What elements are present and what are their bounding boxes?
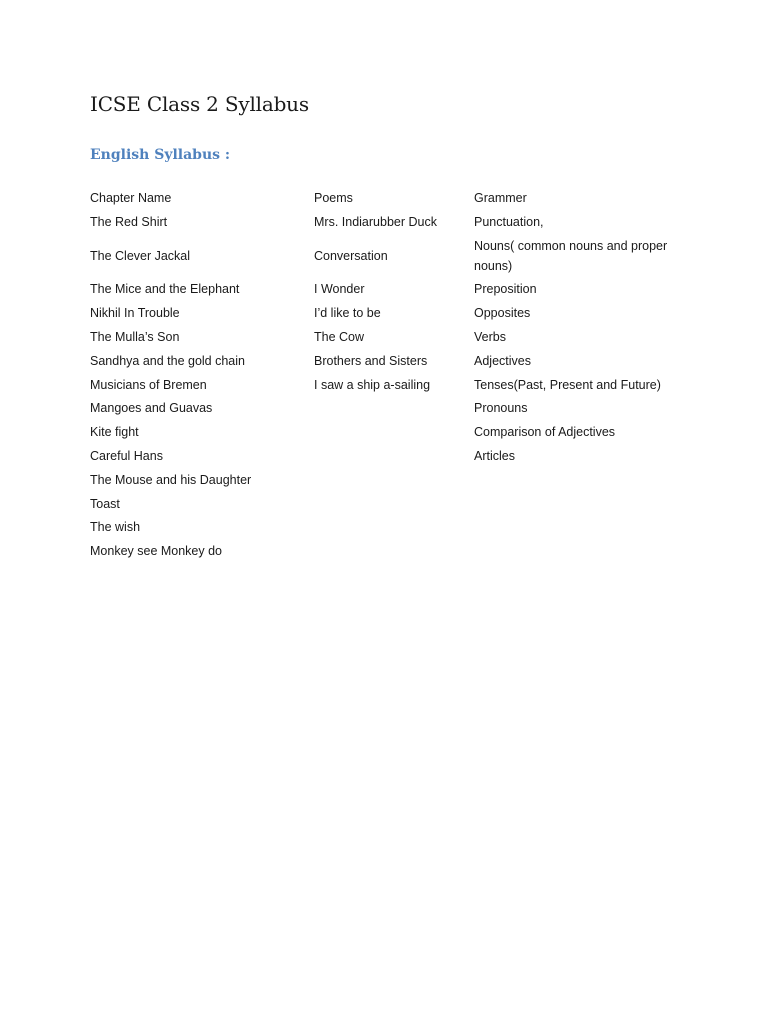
grammar-cell bbox=[474, 468, 684, 492]
poem-cell: I Wonder bbox=[314, 282, 365, 297]
grammar-cell: Preposition bbox=[474, 282, 537, 297]
poem-cell: I’d like to be bbox=[314, 306, 381, 321]
table-row bbox=[90, 301, 684, 325]
grammar-cell bbox=[474, 492, 684, 516]
chapter-cell: The wish bbox=[90, 520, 141, 535]
grammar-cell: Verbs bbox=[474, 330, 506, 345]
section-heading: English Syllabus : bbox=[90, 147, 231, 163]
chapter-cell: The Mulla’s Son bbox=[90, 330, 180, 345]
chapter-cell: Nikhil In Trouble bbox=[90, 306, 180, 321]
table-row bbox=[90, 539, 684, 563]
table-row bbox=[90, 420, 684, 444]
grammar-cell: Opposites bbox=[474, 306, 531, 321]
chapter-cell: Sandhya and the gold chain bbox=[90, 353, 245, 368]
chapter-cell: The Mouse and his Daughter bbox=[90, 472, 252, 487]
poem-cell bbox=[314, 516, 474, 540]
grammar-cell: Punctuation, bbox=[474, 214, 544, 229]
table-row bbox=[90, 210, 684, 234]
table-row bbox=[90, 468, 684, 492]
poem-cell bbox=[314, 444, 474, 468]
grammar-cell: Tenses(Past, Present and Future) bbox=[474, 377, 661, 392]
page-title: ICSE Class 2 Syllabus bbox=[90, 92, 309, 116]
chapter-cell: Kite fight bbox=[90, 425, 139, 440]
chapter-cell: The Mice and the Elephant bbox=[90, 282, 240, 297]
poem-cell bbox=[314, 492, 474, 516]
grammar-cell: Pronouns bbox=[474, 401, 528, 416]
table-row bbox=[90, 278, 684, 302]
table-header-row bbox=[90, 186, 684, 210]
syllabus-table bbox=[90, 186, 684, 563]
column-header-poems: Poems bbox=[314, 190, 353, 205]
poem-cell bbox=[314, 468, 474, 492]
poem-cell: The Cow bbox=[314, 330, 365, 345]
poem-cell bbox=[314, 539, 474, 563]
table-row bbox=[90, 444, 684, 468]
chapter-cell: Musicians of Bremen bbox=[90, 377, 207, 392]
chapter-cell: Monkey see Monkey do bbox=[90, 544, 223, 559]
poem-cell: Conversation bbox=[314, 248, 388, 263]
grammar-cell: Nouns( common nouns and proper nouns) bbox=[474, 238, 668, 273]
chapter-cell: Mangoes and Guavas bbox=[90, 401, 213, 416]
chapter-cell: Toast bbox=[90, 496, 120, 511]
table-row bbox=[90, 397, 684, 421]
chapter-cell: The Red Shirt bbox=[90, 214, 168, 229]
table-row bbox=[90, 234, 684, 278]
poem-cell bbox=[314, 397, 474, 421]
grammar-cell: Articles bbox=[474, 449, 515, 464]
table-row bbox=[90, 492, 684, 516]
column-header-grammar: Grammer bbox=[474, 190, 527, 205]
grammar-cell bbox=[474, 516, 684, 540]
table-row bbox=[90, 373, 684, 397]
chapter-cell: Careful Hans bbox=[90, 449, 163, 464]
grammar-cell: Adjectives bbox=[474, 353, 531, 368]
poem-cell: Brothers and Sisters bbox=[314, 353, 428, 368]
grammar-cell bbox=[474, 539, 684, 563]
poem-cell bbox=[314, 420, 474, 444]
table-row bbox=[90, 349, 684, 373]
grammar-cell: Comparison of Adjectives bbox=[474, 425, 616, 440]
table-row bbox=[90, 516, 684, 540]
poem-cell: Mrs. Indiarubber Duck bbox=[314, 214, 437, 229]
table-row bbox=[90, 325, 684, 349]
poem-cell: I saw a ship a-sailing bbox=[314, 377, 431, 392]
chapter-cell: The Clever Jackal bbox=[90, 248, 191, 263]
column-header-chapter-name: Chapter Name bbox=[90, 190, 172, 205]
